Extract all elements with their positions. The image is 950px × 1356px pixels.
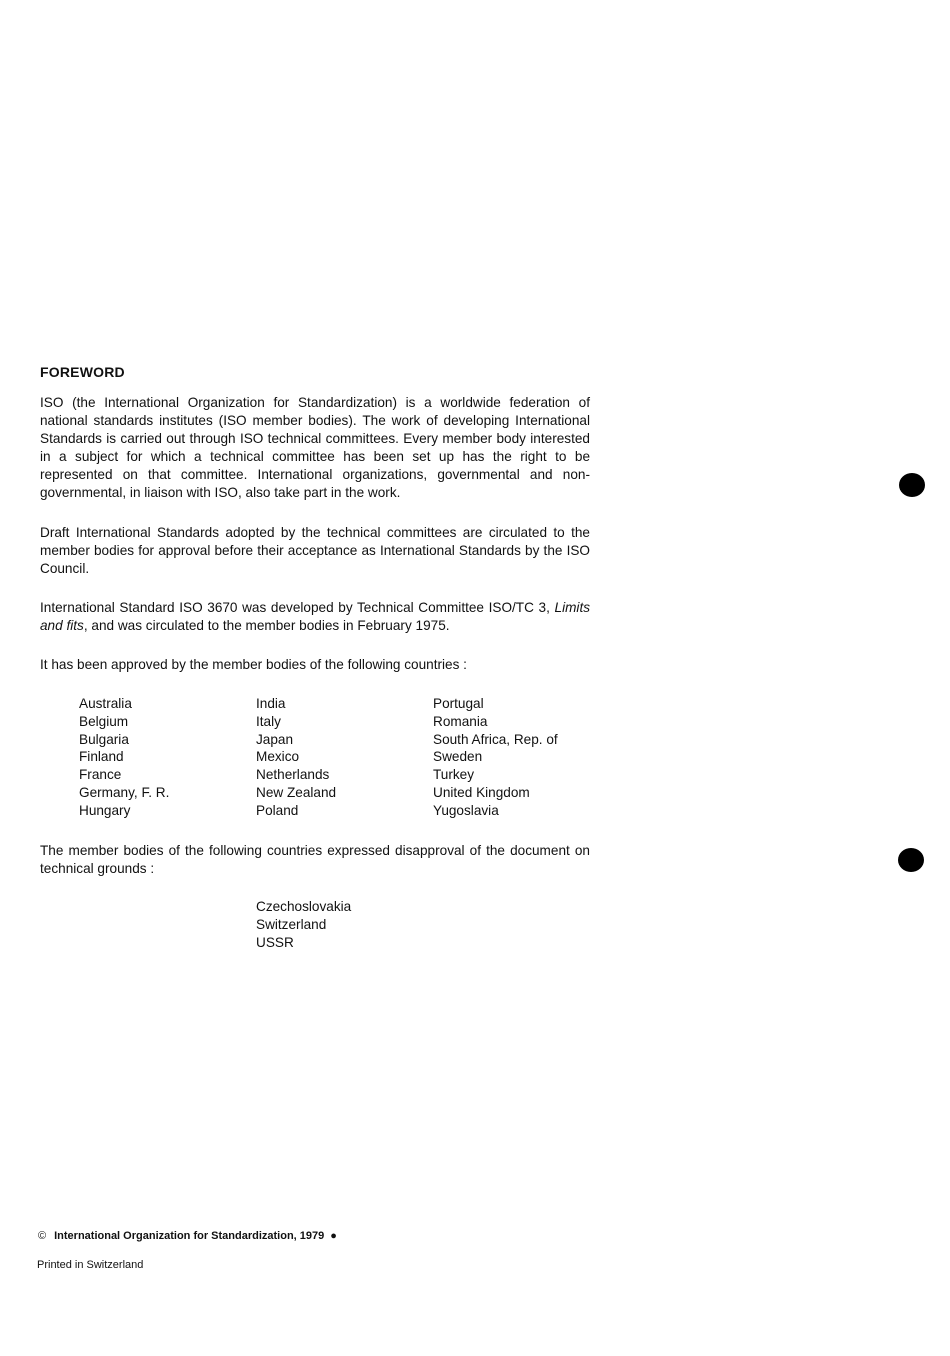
country-item: New Zealand bbox=[256, 784, 337, 800]
paragraph-iso-3670-end: , and was circulated to the member bodies in February 1975. bbox=[83, 618, 450, 633]
country-item: Yugoslavia bbox=[433, 802, 499, 818]
country-item: Australia bbox=[79, 696, 132, 711]
bullet-icon: ● bbox=[330, 1230, 337, 1242]
paragraph-approval-intro: It has been approved by the member bodies of the following countries : bbox=[40, 657, 467, 672]
printed-in-text: Printed in Switzerland bbox=[37, 1259, 144, 1271]
country-item: Belgium bbox=[79, 713, 129, 729]
country-item: United Kingdom bbox=[433, 784, 530, 800]
country-item: Mexico bbox=[256, 749, 300, 765]
country-item: Turkey bbox=[433, 767, 475, 783]
paragraph-draft-standards: Draft International Standards adopted by the technical committees are circulated to the member bodies for approval before their acceptance as International Standards by the ISO Council. bbox=[40, 525, 590, 576]
country-item: Finland bbox=[79, 749, 124, 765]
copyright-text: International Organization for Standardization, 1979 bbox=[54, 1230, 325, 1242]
paragraph-iso-3670-intro: International Standard ISO 3670 was developed by Technical Committee ISO/TC 3, bbox=[40, 600, 550, 615]
country-item: Germany, F. R. bbox=[79, 784, 170, 800]
copyright-line bbox=[38, 1230, 337, 1242]
country-item: France bbox=[79, 767, 122, 783]
country-item: Netherlands bbox=[256, 767, 330, 783]
approved-countries-column-1 bbox=[79, 695, 169, 820]
country-item: Switzerland bbox=[256, 916, 327, 932]
country-item: Hungary bbox=[79, 802, 131, 818]
punch-hole-bottom bbox=[898, 848, 924, 872]
country-item: Japan bbox=[256, 731, 294, 747]
paragraph-iso-3670 bbox=[40, 599, 590, 635]
paragraph-iso-description: ISO (the International Organization for Standardization) is a worldwide federation of national standards institutes (ISO member bodies). The work of developing International Standards is carried out through ISO technical committees. Every member body interested in a subject for which a technical committee has been set up has the right to be represented on that committee. International organizations, governmental and non-governmental, in liaison with ISO, also take part in the work. bbox=[40, 395, 590, 500]
country-item: Italy bbox=[256, 713, 281, 729]
punch-hole-top bbox=[899, 473, 925, 497]
approved-countries-column-3 bbox=[433, 695, 558, 820]
approved-countries-column-2 bbox=[256, 695, 336, 820]
country-item: Portugal bbox=[433, 696, 484, 711]
disapproved-countries-list bbox=[256, 898, 351, 951]
country-item: Bulgaria bbox=[79, 731, 129, 747]
foreword-heading: FOREWORD bbox=[40, 364, 125, 380]
committee-title: Limits and fits bbox=[40, 600, 591, 633]
country-item: Romania bbox=[433, 713, 488, 729]
country-item: Czechoslovakia bbox=[256, 899, 352, 914]
paragraph-disapproval-intro: The member bodies of the following countries expressed disapproval of the document on technical grounds : bbox=[40, 843, 590, 876]
country-item: South Africa, Rep. of bbox=[433, 731, 558, 747]
country-item: Sweden bbox=[433, 749, 483, 765]
country-item: USSR bbox=[256, 934, 294, 950]
country-item: Poland bbox=[256, 802, 299, 818]
copyright-icon: © bbox=[38, 1230, 47, 1242]
country-item: India bbox=[256, 696, 286, 711]
